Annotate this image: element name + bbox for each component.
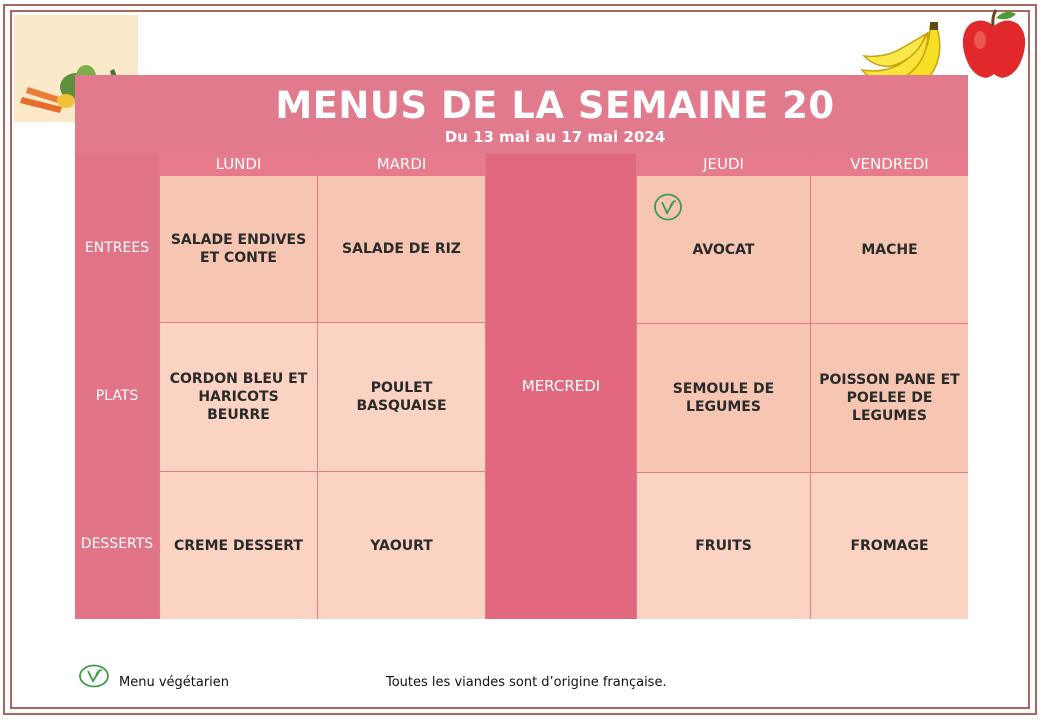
origin-note: Toutes les viandes sont d’origine française.	[386, 675, 667, 690]
cell-jeudi-entree: AVOCAT	[637, 176, 810, 323]
cell-mardi-entree: SALADE DE RIZ	[318, 176, 485, 322]
legend-vegetarian-icon	[78, 664, 110, 688]
day-header-mardi: MARDI	[318, 154, 485, 175]
day-header-mercredi: MERCREDI	[521, 377, 601, 395]
vegetarian-icon	[653, 193, 683, 221]
row-label-entrees: ENTREES	[84, 240, 150, 256]
cell-vendredi-plat: POISSON PANE ET POELEE DE LEGUMES	[811, 324, 968, 472]
cell-jeudi-dessert: FRUITS	[637, 473, 810, 619]
legend-vegetarian-label: Menu végétarien	[119, 675, 230, 690]
day-header-lundi: LUNDI	[160, 154, 317, 175]
cell-lundi-entree: SALADE ENDIVES ET CONTE	[160, 176, 317, 322]
cell-vendredi-dessert: FROMAGE	[811, 473, 968, 619]
cell-lundi-dessert: CREME DESSERT	[160, 472, 317, 619]
row-label-desserts: DESSERTS	[80, 536, 154, 552]
day-header-vendredi: VENDREDI	[811, 154, 968, 175]
cell-jeudi-plat: SEMOULE DE LEGUMES	[637, 324, 810, 472]
page-title: MENUS DE LA SEMAINE 20	[275, 84, 835, 127]
date-range: Du 13 mai au 17 mai 2024	[444, 128, 666, 146]
cell-mardi-plat: POULET BASQUAISE	[318, 323, 485, 471]
day-header-jeudi: JEUDI	[637, 154, 810, 175]
cell-mardi-dessert: YAOURT	[318, 472, 485, 619]
cell-vendredi-entree: MACHE	[811, 176, 968, 323]
row-label-plats: PLATS	[95, 388, 139, 404]
apple-icon	[958, 8, 1030, 82]
cell-lundi-plat: CORDON BLEU ET HARICOTS BEURRE	[160, 323, 317, 471]
